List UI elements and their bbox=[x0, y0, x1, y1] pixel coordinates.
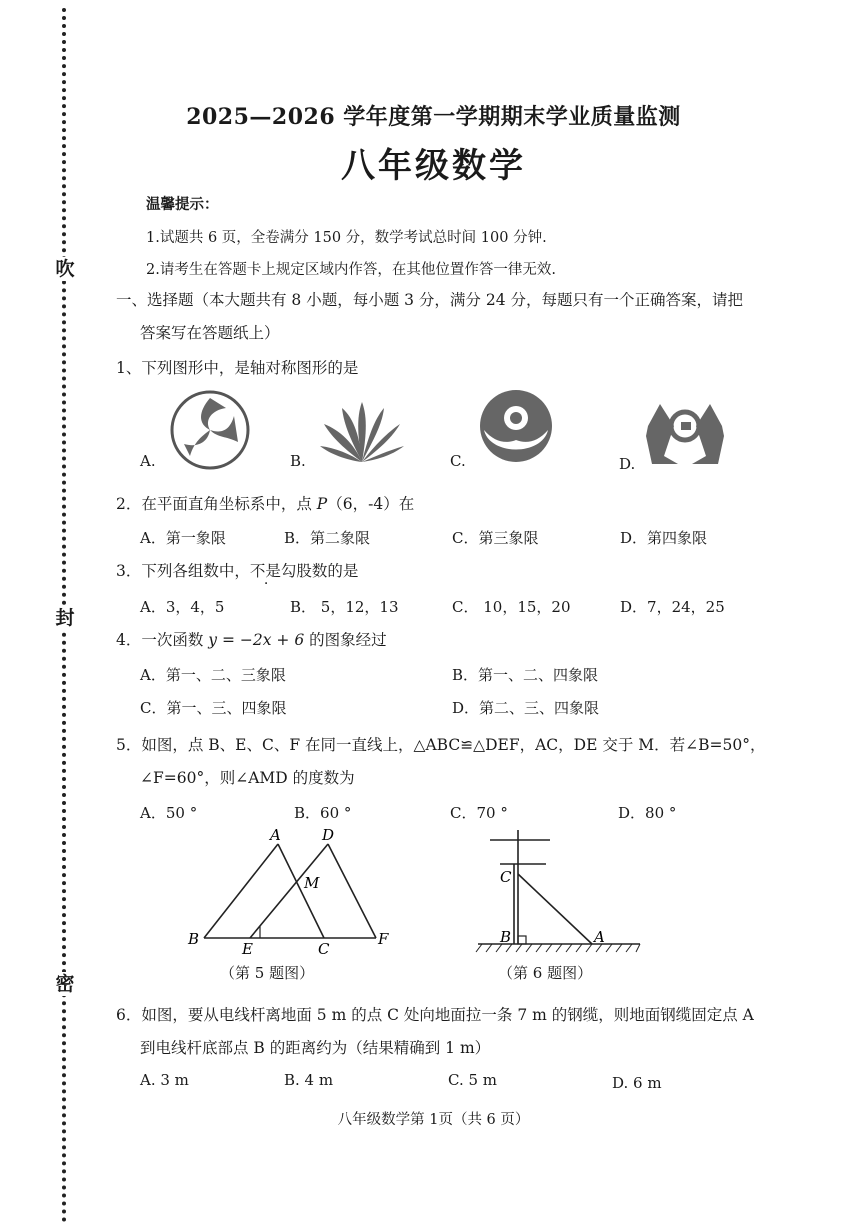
q2-point-var: P bbox=[316, 495, 328, 513]
question-3-stem bbox=[116, 559, 358, 581]
margin-char-2: 封 bbox=[55, 607, 75, 629]
question-1-stem: 1、下列图形中，是轴对称图形的是 bbox=[116, 359, 359, 377]
q5-option-c: C．70 ° bbox=[450, 804, 508, 822]
q3-stem-post: 勾股数的是 bbox=[280, 562, 359, 580]
fig5-label-a: A bbox=[270, 826, 281, 844]
fig5-label-m: M bbox=[304, 874, 320, 892]
question-2-stem bbox=[116, 492, 414, 514]
q4-option-d: D．第二、三、四象限 bbox=[452, 699, 600, 717]
fig6-label-a: A bbox=[594, 928, 605, 946]
q1-option-c-logo bbox=[476, 386, 556, 466]
margin-char-3: 密 bbox=[55, 973, 75, 995]
q3-emphasis: 不是 bbox=[249, 562, 281, 580]
figure-5-caption: （第 5 题图） bbox=[220, 964, 315, 982]
tips-heading: 温馨提示： bbox=[146, 196, 219, 213]
margin-char-1: 吹 bbox=[55, 258, 75, 280]
exam-title: 2025—2026 学年度第一学期期末学业质量监测 bbox=[186, 104, 681, 130]
q3-option-d: D．7，24，25 bbox=[620, 598, 725, 616]
question-4-stem bbox=[116, 628, 387, 650]
q3-option-c: C． 10，15，20 bbox=[452, 598, 571, 616]
fig6-label-c: C bbox=[500, 868, 512, 886]
fig6-label-b: B bbox=[500, 928, 512, 946]
q4-option-c: C．第一、三、四象限 bbox=[140, 699, 287, 717]
fig5-label-b: B bbox=[188, 930, 200, 948]
section-heading-line1: 一、选择题（本大题共有 8 小题，每小题 3 分，满分 24 分，每题只有一个正确答案，请把 bbox=[116, 291, 744, 309]
q6-option-a: A. 3 m bbox=[140, 1071, 189, 1089]
figure-6 bbox=[470, 826, 650, 960]
q4-function-expr: y = −2x + 6 bbox=[208, 631, 305, 649]
q1-option-b: B. bbox=[290, 452, 306, 470]
question-6-line2: 到电线杆底部点 B 的距离约为（结果精确到 1 m） bbox=[140, 1039, 491, 1057]
tip-item-2: 2.请考生在答题卡上规定区域内作答，在其他位置作答一律无效. bbox=[146, 262, 556, 278]
question-6-line1: 6．如图，要从电线杆离地面 5 m 的点 C 处向地面拉一条 7 m 的钢缆，则地面钢缆固定点 A bbox=[116, 1006, 754, 1024]
q1-option-b-logo bbox=[318, 398, 406, 466]
q5-option-b: B．60 ° bbox=[294, 804, 352, 822]
q4-option-b: B．第一、二、四象限 bbox=[452, 666, 599, 684]
question-5-line1: 5．如图，点 B、E、C、F 在同一直线上，△ABC≌△DEF，AC，DE 交于 M．若∠B=50°， bbox=[116, 736, 766, 754]
q4-stem-post: 的图象经过 bbox=[304, 631, 387, 649]
fig5-label-e: E bbox=[242, 940, 253, 958]
fig5-label-f: F bbox=[378, 930, 389, 948]
subject-title: 八年级数学 bbox=[341, 146, 526, 186]
q2-option-a: A．第一象限 bbox=[140, 529, 226, 547]
q4-stem-pre: 4．一次函数 bbox=[116, 631, 209, 649]
q1-option-d: D. bbox=[619, 455, 636, 473]
q5-option-d: D．80 ° bbox=[618, 804, 677, 822]
figure-6-caption: （第 6 题图） bbox=[498, 964, 593, 982]
fig5-label-c: C bbox=[318, 940, 330, 958]
q2-stem-post: （6，-4）在 bbox=[327, 495, 415, 513]
q1-option-d-logo bbox=[644, 396, 726, 468]
section-heading-line2: 答案写在答题纸上） bbox=[140, 324, 280, 342]
q1-option-c: C. bbox=[450, 452, 466, 470]
q4-option-a: A．第一、二、三象限 bbox=[140, 666, 286, 684]
page-footer: 八年级数学第 1页（共 6 页） bbox=[337, 1112, 530, 1128]
q1-option-a: A. bbox=[140, 452, 156, 470]
question-5-line2: ∠F=60°，则∠AMD 的度数为 bbox=[140, 769, 355, 787]
q5-option-a: A．50 ° bbox=[140, 804, 198, 822]
figure-5 bbox=[180, 822, 400, 962]
q3-stem-pre: 3．下列各组数中， bbox=[116, 562, 250, 580]
q2-option-c: C．第三象限 bbox=[452, 529, 539, 547]
q3-option-a: A．3，4，5 bbox=[140, 598, 225, 616]
tip-item-1: 1.试题共 6 页，全卷满分 150 分，数学考试总时间 100 分钟. bbox=[146, 230, 547, 246]
q6-option-d: D. 6 m bbox=[612, 1074, 662, 1092]
q2-option-b: B．第二象限 bbox=[284, 529, 371, 547]
q2-option-d: D．第四象限 bbox=[620, 529, 708, 547]
q2-stem-pre: 2．在平面直角坐标系中，点 bbox=[116, 495, 317, 513]
fig5-label-d: D bbox=[322, 826, 335, 844]
q6-option-c: C. 5 m bbox=[448, 1071, 498, 1089]
q3-option-b: B． 5，12，13 bbox=[290, 598, 399, 616]
q6-option-b: B. 4 m bbox=[284, 1071, 334, 1089]
q1-option-a-logo bbox=[168, 390, 252, 470]
